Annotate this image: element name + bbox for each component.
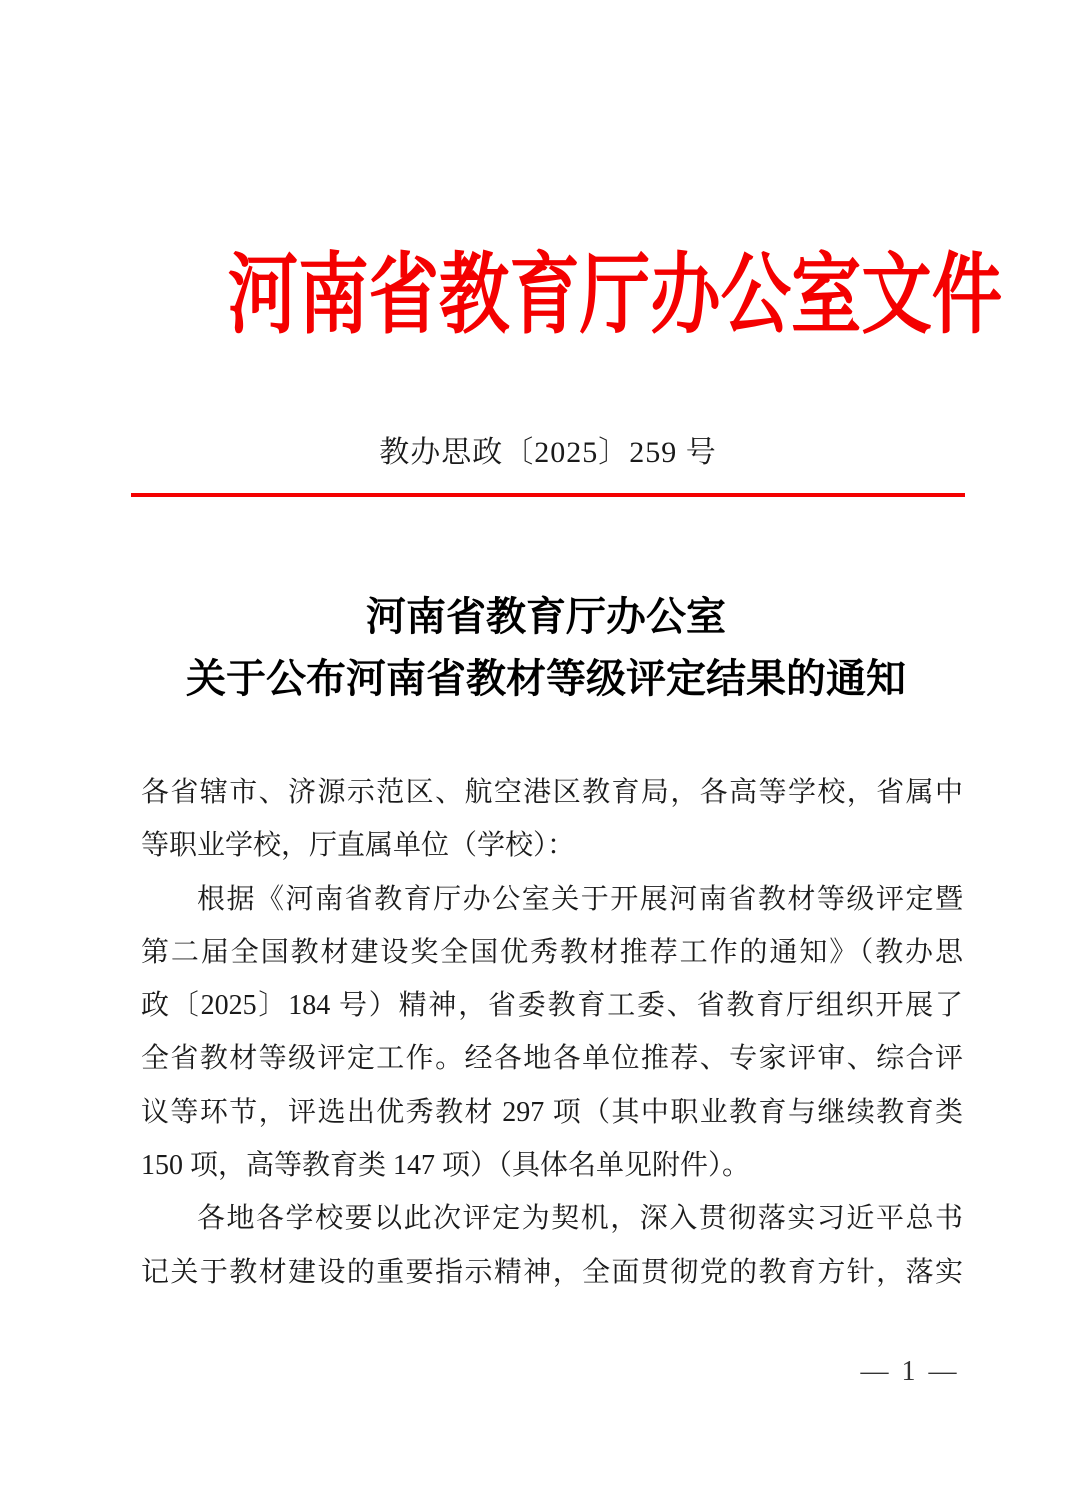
body-line: 150 项，高等教育类 147 项）（具体名单见附件）。 [141,1150,751,1182]
body-line: 政〔2025〕184 号）精神，省委教育工委、省教育厅组织开展了 [141,990,963,1022]
body-line: 全省教材等级评定工作。经各地各单位推荐、专家评审、综合评 [141,1043,963,1075]
body-line: 各地各学校要以此次评定为契机，深入贯彻落实习近平总书 [197,1203,963,1235]
body-line: 第二届全国教材建设奖全国优秀教材推荐工作的通知》（教办思 [141,936,963,968]
agency-header-title [131,248,1003,345]
body-paragraph [141,1192,963,1299]
body-line: 议等环节，评选出优秀教材 297 项（其中职业教育与继续教育类 [141,1096,963,1128]
body-line: 根据《河南省教育厅办公室关于开展河南省教材等级评定暨 [197,883,963,915]
document-title-line1: 河南省教育厅办公室 [366,594,726,639]
body-paragraph [141,873,963,1193]
body-line: 等职业学校，厅直属单位（学校）： [141,830,576,862]
agency-header-title-text: 河南省教育厅办公室文件 [227,248,1003,345]
document-title [6,586,1080,710]
body-text [141,766,963,1299]
body-line: 记关于教材建设的重要指示精神，全面贯彻党的教育方针，落实 [141,1256,963,1288]
body-paragraph [141,766,963,873]
document-number: 教办思政〔2025〕259 号 [379,436,717,469]
document-title-line2: 关于公布河南省教材等级评定结果的通知 [186,656,906,701]
red-separator-line [131,493,965,497]
page-number: — 1 — [860,1356,960,1387]
body-line: 各省辖市、济源示范区、航空港区教育局，各高等学校，省属中 [141,777,963,808]
